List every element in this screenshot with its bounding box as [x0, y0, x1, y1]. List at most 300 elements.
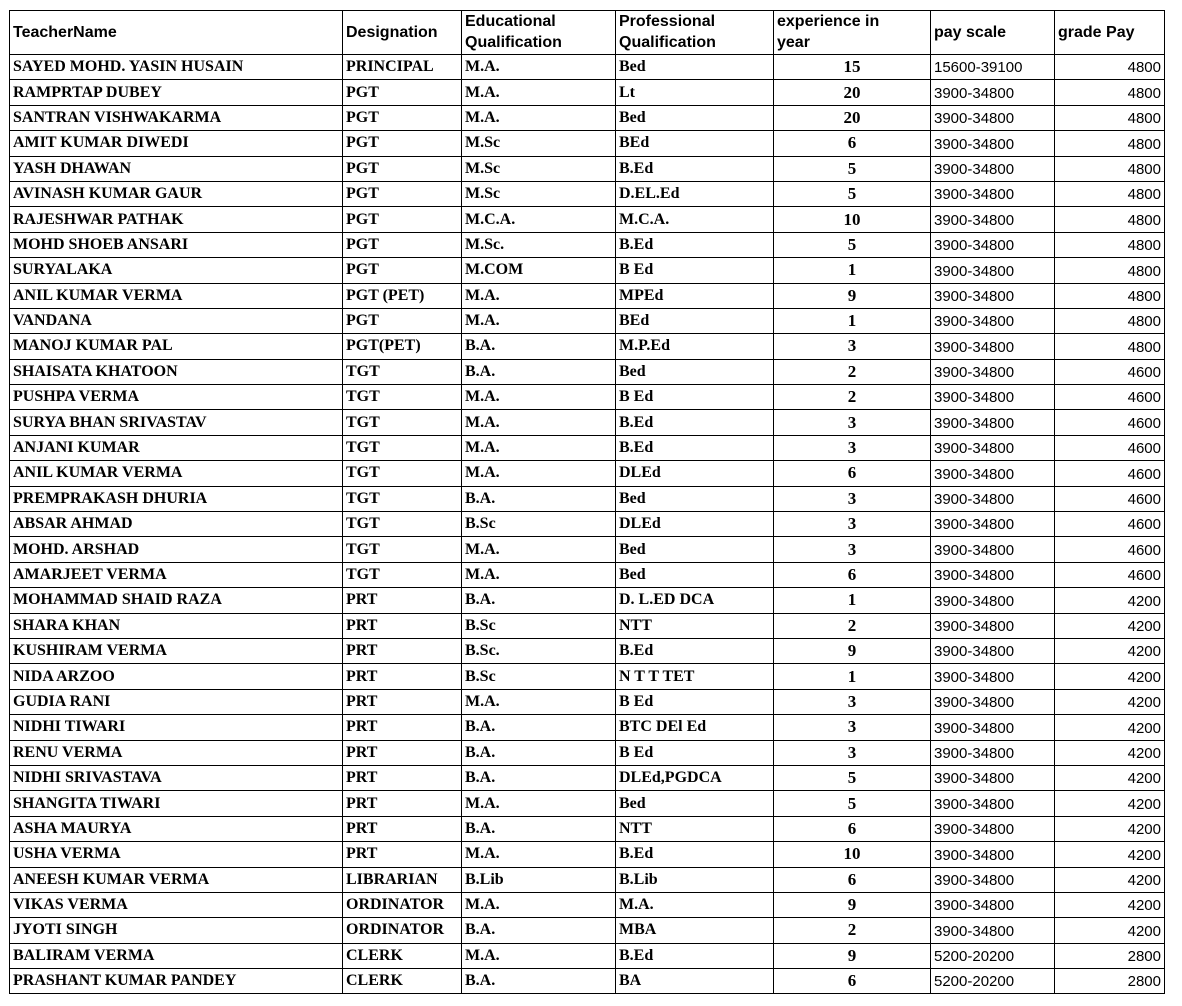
teacher-name-cell: USHA VERMA: [10, 842, 343, 867]
professional-qualification-cell: MBA: [616, 918, 774, 943]
experience-cell: 6: [774, 461, 931, 486]
experience-cell: 3: [774, 486, 931, 511]
table-row: [10, 359, 1165, 384]
educational-qualification-cell: M.A.: [462, 562, 616, 587]
pay-scale-cell: 3900-34800: [931, 867, 1055, 892]
designation-cell: TGT: [343, 410, 462, 435]
teacher-name-cell: SHANGITA TIWARI: [10, 791, 343, 816]
grade-pay-cell: 4600: [1055, 562, 1165, 587]
table-row: [10, 588, 1165, 613]
teacher-name-cell: RAMPRTAP DUBEY: [10, 80, 343, 105]
designation-cell: PGT: [343, 80, 462, 105]
experience-cell: 3: [774, 740, 931, 765]
educational-qualification-cell: B.A.: [462, 588, 616, 613]
experience-cell: 2: [774, 359, 931, 384]
educational-qualification-cell: B.A.: [462, 359, 616, 384]
educational-qualification-cell: M.A.: [462, 55, 616, 80]
experience-cell: 6: [774, 131, 931, 156]
pay-scale-cell: 3900-34800: [931, 689, 1055, 714]
experience-cell: 6: [774, 562, 931, 587]
grade-pay-cell: 4600: [1055, 410, 1165, 435]
educational-qualification-cell: M.Sc: [462, 181, 616, 206]
teacher-name-cell: SHAISATA KHATOON: [10, 359, 343, 384]
pay-scale-cell: 3900-34800: [931, 232, 1055, 257]
pay-scale-cell: 3900-34800: [931, 80, 1055, 105]
educational-qualification-cell: B.Sc: [462, 613, 616, 638]
educational-qualification-cell: B.A.: [462, 918, 616, 943]
educational-qualification-cell: M.A.: [462, 689, 616, 714]
pay-scale-cell: 3900-34800: [931, 156, 1055, 181]
designation-cell: PRINCIPAL: [343, 55, 462, 80]
grade-pay-cell: 4800: [1055, 156, 1165, 181]
pay-scale-cell: 3900-34800: [931, 258, 1055, 283]
professional-qualification-cell: B Ed: [616, 258, 774, 283]
designation-cell: PRT: [343, 689, 462, 714]
professional-qualification-cell: DLEd: [616, 461, 774, 486]
designation-cell: PGT(PET): [343, 334, 462, 359]
professional-qualification-cell: B.Ed: [616, 842, 774, 867]
pay-scale-cell: 5200-20200: [931, 943, 1055, 968]
pay-scale-cell: 3900-34800: [931, 537, 1055, 562]
teacher-name-cell: SHARA KHAN: [10, 613, 343, 638]
grade-pay-cell: 4800: [1055, 207, 1165, 232]
table-row: [10, 689, 1165, 714]
table-row: [10, 664, 1165, 689]
table-row: [10, 131, 1165, 156]
educational-qualification-cell: M.A.: [462, 791, 616, 816]
pay-scale-cell: 3900-34800: [931, 181, 1055, 206]
grade-pay-cell: 4800: [1055, 80, 1165, 105]
table-row: [10, 486, 1165, 511]
teacher-name-cell: PREMPRAKASH DHURIA: [10, 486, 343, 511]
experience-cell: 2: [774, 918, 931, 943]
header-educational-qualification: [462, 11, 616, 55]
table-row: [10, 740, 1165, 765]
table-row: [10, 334, 1165, 359]
teacher-name-cell: MOHD. ARSHAD: [10, 537, 343, 562]
header-experience-line-1: experience in: [777, 13, 880, 30]
experience-cell: 5: [774, 156, 931, 181]
teacher-name-cell: RAJESHWAR PATHAK: [10, 207, 343, 232]
experience-cell: 6: [774, 867, 931, 892]
pay-scale-cell: 3900-34800: [931, 638, 1055, 663]
grade-pay-cell: 4200: [1055, 816, 1165, 841]
table-row: [10, 232, 1165, 257]
pay-scale-cell: 3900-34800: [931, 588, 1055, 613]
teacher-name-cell: NIDHI SRIVASTAVA: [10, 765, 343, 790]
teacher-name-cell: ASHA MAURYA: [10, 816, 343, 841]
teacher-name-cell: ANIL KUMAR VERMA: [10, 461, 343, 486]
professional-qualification-cell: Bed: [616, 55, 774, 80]
teacher-name-cell: GUDIA RANI: [10, 689, 343, 714]
professional-qualification-cell: B Ed: [616, 740, 774, 765]
designation-cell: CLERK: [343, 969, 462, 994]
table-row: [10, 258, 1165, 283]
pay-scale-cell: 3900-34800: [931, 842, 1055, 867]
professional-qualification-cell: NTT: [616, 613, 774, 638]
pay-scale-cell: 3900-34800: [931, 664, 1055, 689]
header-educational-line-2: Qualification: [465, 34, 562, 51]
designation-cell: PRT: [343, 715, 462, 740]
table-row: [10, 892, 1165, 917]
table-row: [10, 969, 1165, 994]
grade-pay-cell: 4200: [1055, 842, 1165, 867]
pay-scale-cell: 3900-34800: [931, 740, 1055, 765]
pay-scale-cell: 3900-34800: [931, 715, 1055, 740]
pay-scale-cell: 3900-34800: [931, 613, 1055, 638]
grade-pay-cell: 4200: [1055, 867, 1165, 892]
grade-pay-cell: 4800: [1055, 308, 1165, 333]
professional-qualification-cell: D.EL.Ed: [616, 181, 774, 206]
professional-qualification-cell: B.Ed: [616, 232, 774, 257]
table-body: [10, 55, 1165, 994]
table-row: [10, 207, 1165, 232]
experience-cell: 9: [774, 638, 931, 663]
experience-cell: 3: [774, 715, 931, 740]
table-row: [10, 512, 1165, 537]
professional-qualification-cell: M.C.A.: [616, 207, 774, 232]
teacher-name-cell: MOHD SHOEB ANSARI: [10, 232, 343, 257]
professional-qualification-cell: B.Ed: [616, 435, 774, 460]
pay-scale-cell: 3900-34800: [931, 359, 1055, 384]
teacher-name-cell: SURYA BHAN SRIVASTAV: [10, 410, 343, 435]
professional-qualification-cell: BEd: [616, 131, 774, 156]
educational-qualification-cell: M.A.: [462, 283, 616, 308]
teacher-name-cell: SURYALAKA: [10, 258, 343, 283]
educational-qualification-cell: B.A.: [462, 715, 616, 740]
header-pay-scale: pay scale: [931, 11, 1055, 55]
professional-qualification-cell: B Ed: [616, 385, 774, 410]
grade-pay-cell: 4800: [1055, 258, 1165, 283]
teacher-table: [9, 10, 1165, 994]
experience-cell: 1: [774, 308, 931, 333]
grade-pay-cell: 4800: [1055, 131, 1165, 156]
grade-pay-cell: 4800: [1055, 181, 1165, 206]
header-professional-line-2: Qualification: [619, 34, 716, 51]
table-row: [10, 537, 1165, 562]
experience-cell: 6: [774, 969, 931, 994]
header-experience: [774, 11, 931, 55]
educational-qualification-cell: B.A.: [462, 816, 616, 841]
grade-pay-cell: 4600: [1055, 512, 1165, 537]
designation-cell: PGT (PET): [343, 283, 462, 308]
educational-qualification-cell: B.A.: [462, 765, 616, 790]
educational-qualification-cell: B.Lib: [462, 867, 616, 892]
teacher-name-cell: ANIL KUMAR VERMA: [10, 283, 343, 308]
educational-qualification-cell: B.A.: [462, 486, 616, 511]
table-row: [10, 867, 1165, 892]
educational-qualification-cell: M.Sc.: [462, 232, 616, 257]
professional-qualification-cell: DLEd,PGDCA: [616, 765, 774, 790]
grade-pay-cell: 4800: [1055, 105, 1165, 130]
experience-cell: 1: [774, 588, 931, 613]
pay-scale-cell: 15600-39100: [931, 55, 1055, 80]
table-row: [10, 562, 1165, 587]
grade-pay-cell: 2800: [1055, 943, 1165, 968]
teacher-name-cell: ANEESH KUMAR VERMA: [10, 867, 343, 892]
header-professional-line-1: Professional: [619, 13, 716, 30]
experience-cell: 9: [774, 892, 931, 917]
experience-cell: 1: [774, 258, 931, 283]
professional-qualification-cell: Bed: [616, 486, 774, 511]
educational-qualification-cell: B.Sc: [462, 512, 616, 537]
pay-scale-cell: 3900-34800: [931, 486, 1055, 511]
designation-cell: TGT: [343, 359, 462, 384]
header-professional-qualification: [616, 11, 774, 55]
table-row: [10, 283, 1165, 308]
pay-scale-cell: 3900-34800: [931, 791, 1055, 816]
grade-pay-cell: 4800: [1055, 334, 1165, 359]
experience-cell: 5: [774, 791, 931, 816]
table-row: [10, 181, 1165, 206]
designation-cell: TGT: [343, 461, 462, 486]
teacher-name-cell: JYOTI SINGH: [10, 918, 343, 943]
educational-qualification-cell: M.A.: [462, 308, 616, 333]
professional-qualification-cell: B.Lib: [616, 867, 774, 892]
table-row: [10, 842, 1165, 867]
designation-cell: PGT: [343, 258, 462, 283]
professional-qualification-cell: Bed: [616, 537, 774, 562]
pay-scale-cell: 3900-34800: [931, 562, 1055, 587]
table-row: [10, 435, 1165, 460]
designation-cell: PGT: [343, 232, 462, 257]
experience-cell: 20: [774, 80, 931, 105]
professional-qualification-cell: Bed: [616, 105, 774, 130]
teacher-name-cell: NIDA ARZOO: [10, 664, 343, 689]
grade-pay-cell: 4600: [1055, 461, 1165, 486]
table-row: [10, 918, 1165, 943]
table-row: [10, 308, 1165, 333]
grade-pay-cell: 4200: [1055, 715, 1165, 740]
grade-pay-cell: 4600: [1055, 435, 1165, 460]
professional-qualification-cell: D. L.ED DCA: [616, 588, 774, 613]
experience-cell: 20: [774, 105, 931, 130]
experience-cell: 3: [774, 435, 931, 460]
pay-scale-cell: 3900-34800: [931, 765, 1055, 790]
professional-qualification-cell: MPEd: [616, 283, 774, 308]
educational-qualification-cell: M.COM: [462, 258, 616, 283]
teacher-name-cell: KUSHIRAM VERMA: [10, 638, 343, 663]
grade-pay-cell: 4200: [1055, 740, 1165, 765]
teacher-name-cell: BALIRAM VERMA: [10, 943, 343, 968]
experience-cell: 5: [774, 232, 931, 257]
table-row: [10, 410, 1165, 435]
designation-cell: TGT: [343, 385, 462, 410]
header-grade-pay: grade Pay: [1055, 11, 1165, 55]
designation-cell: PGT: [343, 308, 462, 333]
designation-cell: CLERK: [343, 943, 462, 968]
teacher-name-cell: VANDANA: [10, 308, 343, 333]
designation-cell: PRT: [343, 638, 462, 663]
grade-pay-cell: 4200: [1055, 638, 1165, 663]
grade-pay-cell: 4200: [1055, 664, 1165, 689]
grade-pay-cell: 4600: [1055, 486, 1165, 511]
table-row: [10, 613, 1165, 638]
pay-scale-cell: 3900-34800: [931, 308, 1055, 333]
designation-cell: PGT: [343, 131, 462, 156]
teacher-name-cell: SANTRAN VISHWAKARMA: [10, 105, 343, 130]
educational-qualification-cell: B.Sc: [462, 664, 616, 689]
header-educational-line-1: Educational: [465, 13, 556, 30]
designation-cell: TGT: [343, 537, 462, 562]
teacher-name-cell: PRASHANT KUMAR PANDEY: [10, 969, 343, 994]
pay-scale-cell: 3900-34800: [931, 461, 1055, 486]
designation-cell: ORDINATOR: [343, 892, 462, 917]
pay-scale-cell: 3900-34800: [931, 816, 1055, 841]
teacher-name-cell: AMIT KUMAR DIWEDI: [10, 131, 343, 156]
experience-cell: 15: [774, 55, 931, 80]
designation-cell: TGT: [343, 562, 462, 587]
pay-scale-cell: 5200-20200: [931, 969, 1055, 994]
professional-qualification-cell: B.Ed: [616, 410, 774, 435]
designation-cell: PRT: [343, 588, 462, 613]
teacher-name-cell: ANJANI KUMAR: [10, 435, 343, 460]
educational-qualification-cell: M.Sc: [462, 156, 616, 181]
professional-qualification-cell: DLEd: [616, 512, 774, 537]
teacher-name-cell: VIKAS VERMA: [10, 892, 343, 917]
grade-pay-cell: 4600: [1055, 537, 1165, 562]
table-row: [10, 943, 1165, 968]
educational-qualification-cell: M.Sc: [462, 131, 616, 156]
experience-cell: 3: [774, 512, 931, 537]
professional-qualification-cell: B.Ed: [616, 156, 774, 181]
teacher-name-cell: PUSHPA VERMA: [10, 385, 343, 410]
professional-qualification-cell: Bed: [616, 359, 774, 384]
table-row: [10, 156, 1165, 181]
educational-qualification-cell: B.A.: [462, 969, 616, 994]
designation-cell: PGT: [343, 207, 462, 232]
grade-pay-cell: 4200: [1055, 918, 1165, 943]
grade-pay-cell: 2800: [1055, 969, 1165, 994]
designation-cell: TGT: [343, 486, 462, 511]
teacher-name-cell: AMARJEET VERMA: [10, 562, 343, 587]
table-row: [10, 105, 1165, 130]
educational-qualification-cell: M.C.A.: [462, 207, 616, 232]
experience-cell: 1: [774, 664, 931, 689]
experience-cell: 3: [774, 689, 931, 714]
pay-scale-cell: 3900-34800: [931, 918, 1055, 943]
designation-cell: PRT: [343, 664, 462, 689]
grade-pay-cell: 4800: [1055, 283, 1165, 308]
experience-cell: 10: [774, 207, 931, 232]
experience-cell: 6: [774, 816, 931, 841]
table-row: [10, 461, 1165, 486]
pay-scale-cell: 3900-34800: [931, 207, 1055, 232]
grade-pay-cell: 4200: [1055, 765, 1165, 790]
header-designation: Designation: [343, 11, 462, 55]
teacher-name-cell: AVINASH KUMAR GAUR: [10, 181, 343, 206]
designation-cell: PRT: [343, 842, 462, 867]
experience-cell: 3: [774, 537, 931, 562]
grade-pay-cell: 4200: [1055, 791, 1165, 816]
pay-scale-cell: 3900-34800: [931, 334, 1055, 359]
designation-cell: LIBRARIAN: [343, 867, 462, 892]
designation-cell: PRT: [343, 816, 462, 841]
educational-qualification-cell: M.A.: [462, 385, 616, 410]
experience-cell: 5: [774, 765, 931, 790]
professional-qualification-cell: M.A.: [616, 892, 774, 917]
experience-cell: 2: [774, 385, 931, 410]
grade-pay-cell: 4200: [1055, 689, 1165, 714]
educational-qualification-cell: B.A.: [462, 740, 616, 765]
educational-qualification-cell: M.A.: [462, 410, 616, 435]
educational-qualification-cell: M.A.: [462, 80, 616, 105]
professional-qualification-cell: BTC DEl Ed: [616, 715, 774, 740]
designation-cell: TGT: [343, 512, 462, 537]
grade-pay-cell: 4200: [1055, 588, 1165, 613]
professional-qualification-cell: Bed: [616, 791, 774, 816]
table-row: [10, 80, 1165, 105]
experience-cell: 9: [774, 283, 931, 308]
grade-pay-cell: 4800: [1055, 55, 1165, 80]
pay-scale-cell: 3900-34800: [931, 410, 1055, 435]
designation-cell: PRT: [343, 791, 462, 816]
designation-cell: ORDINATOR: [343, 918, 462, 943]
educational-qualification-cell: B.A.: [462, 334, 616, 359]
professional-qualification-cell: B Ed: [616, 689, 774, 714]
educational-qualification-cell: M.A.: [462, 461, 616, 486]
educational-qualification-cell: M.A.: [462, 943, 616, 968]
professional-qualification-cell: B.Ed: [616, 638, 774, 663]
pay-scale-cell: 3900-34800: [931, 131, 1055, 156]
experience-cell: 5: [774, 181, 931, 206]
teacher-name-cell: ABSAR AHMAD: [10, 512, 343, 537]
professional-qualification-cell: B.Ed: [616, 943, 774, 968]
designation-cell: PGT: [343, 105, 462, 130]
designation-cell: PGT: [343, 156, 462, 181]
grade-pay-cell: 4200: [1055, 613, 1165, 638]
table-row: [10, 816, 1165, 841]
pay-scale-cell: 3900-34800: [931, 283, 1055, 308]
professional-qualification-cell: N T T TET: [616, 664, 774, 689]
educational-qualification-cell: B.Sc.: [462, 638, 616, 663]
educational-qualification-cell: M.A.: [462, 842, 616, 867]
pay-scale-cell: 3900-34800: [931, 512, 1055, 537]
table-row: [10, 638, 1165, 663]
experience-cell: 10: [774, 842, 931, 867]
grade-pay-cell: 4600: [1055, 359, 1165, 384]
grade-pay-cell: 4200: [1055, 892, 1165, 917]
grade-pay-cell: 4600: [1055, 385, 1165, 410]
experience-cell: 3: [774, 410, 931, 435]
designation-cell: TGT: [343, 435, 462, 460]
educational-qualification-cell: M.A.: [462, 892, 616, 917]
header-row: [10, 11, 1165, 55]
table-row: [10, 385, 1165, 410]
professional-qualification-cell: Bed: [616, 562, 774, 587]
professional-qualification-cell: Lt: [616, 80, 774, 105]
designation-cell: PGT: [343, 181, 462, 206]
table-row: [10, 765, 1165, 790]
designation-cell: PRT: [343, 740, 462, 765]
educational-qualification-cell: M.A.: [462, 435, 616, 460]
professional-qualification-cell: BA: [616, 969, 774, 994]
table-row: [10, 791, 1165, 816]
header-teacher-name: TeacherName: [10, 11, 343, 55]
teacher-name-cell: SAYED MOHD. YASIN HUSAIN: [10, 55, 343, 80]
educational-qualification-cell: M.A.: [462, 537, 616, 562]
professional-qualification-cell: BEd: [616, 308, 774, 333]
pay-scale-cell: 3900-34800: [931, 892, 1055, 917]
professional-qualification-cell: M.P.Ed: [616, 334, 774, 359]
experience-cell: 2: [774, 613, 931, 638]
pay-scale-cell: 3900-34800: [931, 435, 1055, 460]
teacher-name-cell: NIDHI TIWARI: [10, 715, 343, 740]
teacher-name-cell: MOHAMMAD SHAID RAZA: [10, 588, 343, 613]
teacher-name-cell: YASH DHAWAN: [10, 156, 343, 181]
teacher-name-cell: MANOJ KUMAR PAL: [10, 334, 343, 359]
professional-qualification-cell: NTT: [616, 816, 774, 841]
